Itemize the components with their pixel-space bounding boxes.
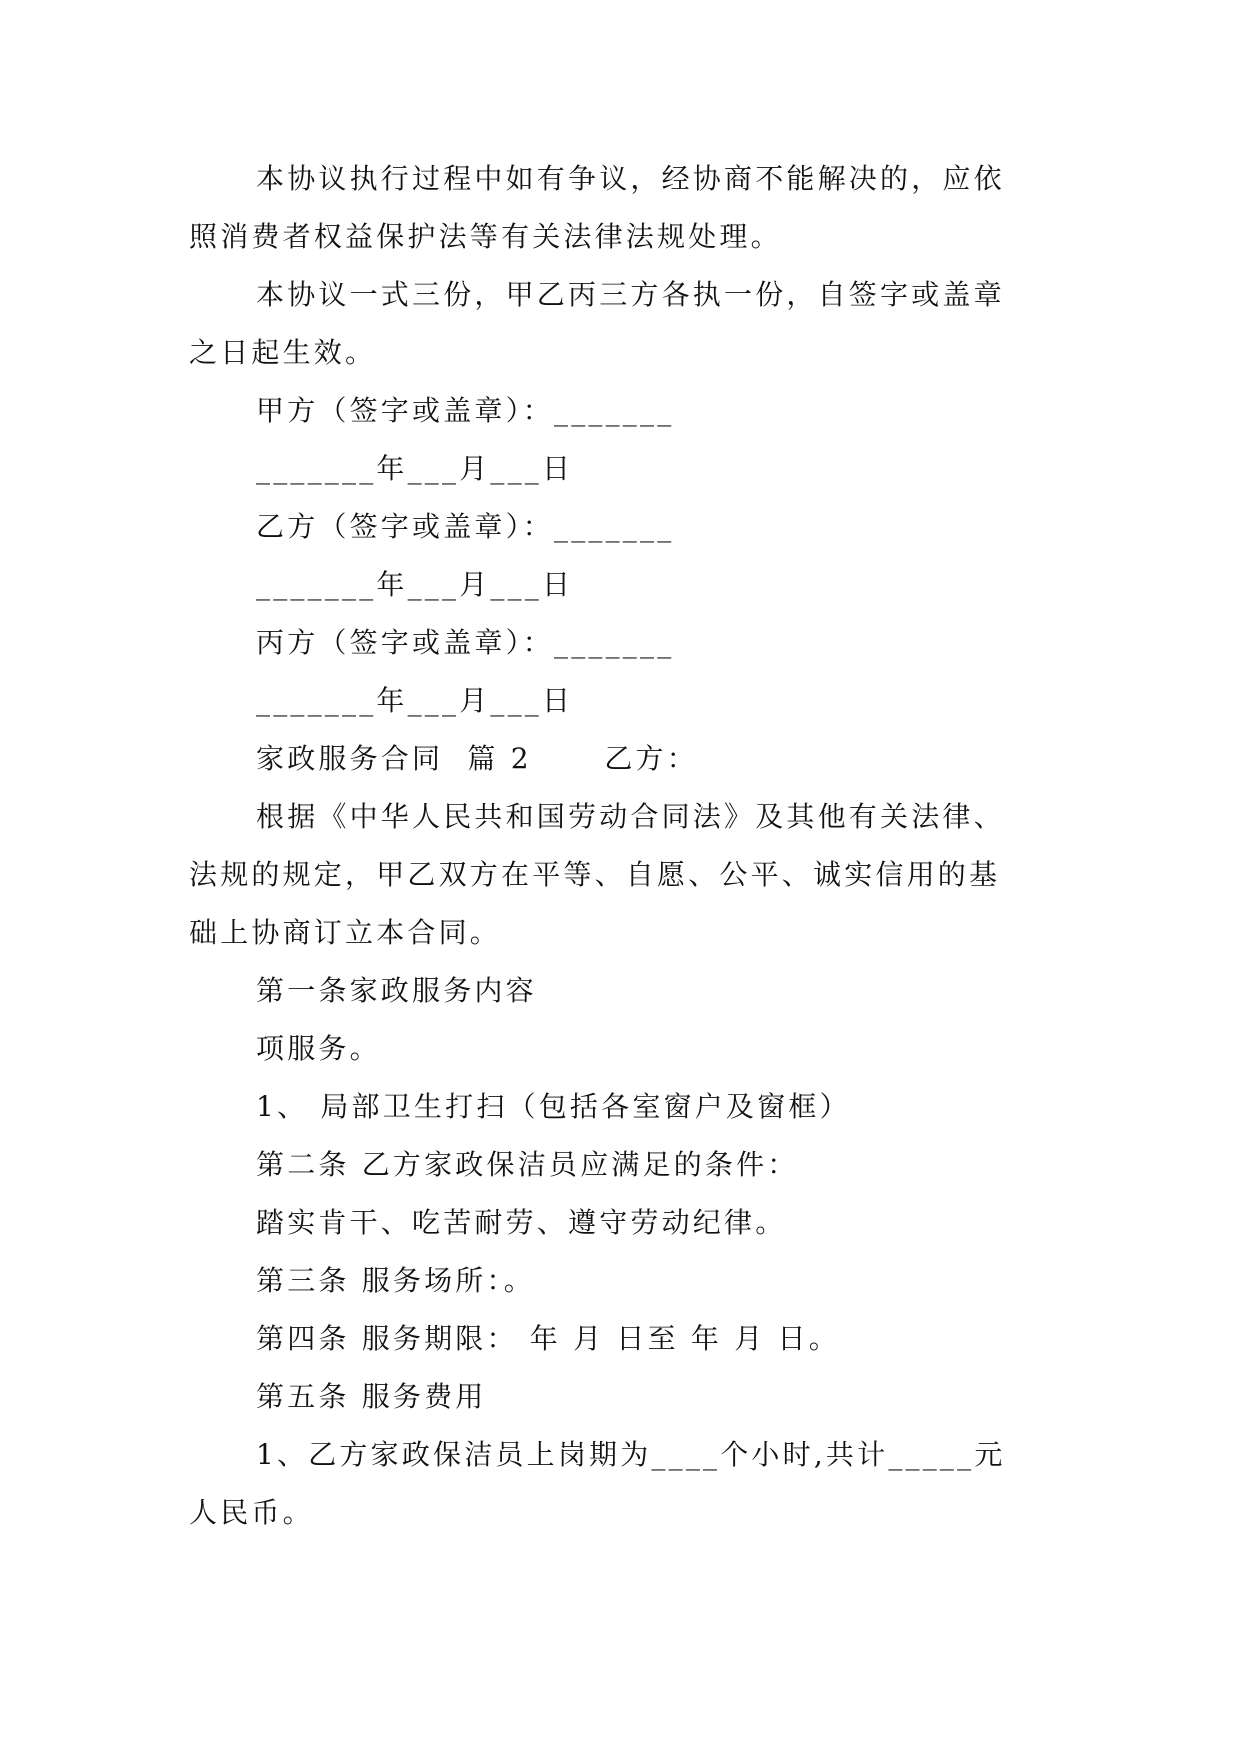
- paragraph-line: 之日起生效。: [189, 336, 377, 369]
- party-c-date-line: _______年___月___日: [256, 684, 574, 717]
- paragraph-line: 础上协商订立本合同。: [189, 916, 502, 949]
- article-list-item: 1、 局部卫生打扫（包括各室窗户及窗框）: [256, 1090, 851, 1123]
- party-c-signature-line: 丙方（签字或盖章）：_______: [256, 626, 675, 659]
- article-heading: 第一条家政服务内容: [256, 974, 537, 1007]
- party-a-date-line: _______年___月___日: [256, 452, 574, 485]
- document-body: [189, 150, 1053, 1542]
- party-b-date-line: _______年___月___日: [256, 568, 574, 601]
- article-heading: 第二条 乙方家政保洁员应满足的条件：: [256, 1148, 799, 1181]
- paragraph-line: 照消费者权益保护法等有关法律法规处理。: [189, 220, 782, 253]
- contract-title: 家政服务合同 篇 2 乙方：: [256, 742, 698, 775]
- article-list-item: 1、乙方家政保洁员上岗期为____个小时,共计_____元: [256, 1438, 1006, 1471]
- paragraph-line: 本协议执行过程中如有争议，经协商不能解决的，应依: [256, 162, 1005, 195]
- article-heading: 第三条 服务场所：。: [256, 1264, 535, 1297]
- paragraph-line: 根据《中华人民共和国劳动合同法》及其他有关法律、: [256, 800, 1005, 833]
- paragraph-line: 法规的规定，甲乙双方在平等、自愿、公平、诚实信用的基: [189, 858, 1001, 891]
- article-list-item-continuation: 人民币。: [189, 1496, 314, 1529]
- article-text: 踏实肯干、吃苦耐劳、遵守劳动纪律。: [256, 1206, 787, 1239]
- article-heading: 第五条 服务费用: [256, 1380, 487, 1413]
- party-a-signature-line: 甲方（签字或盖章）：_______: [256, 394, 675, 427]
- paragraph-line: 本协议一式三份，甲乙丙三方各执一份，自签字或盖章: [256, 278, 1005, 311]
- article-heading: 第四条 服务期限： 年 月 日至 年 月 日。: [256, 1322, 840, 1355]
- party-b-signature-line: 乙方（签字或盖章）：_______: [256, 510, 675, 543]
- article-text: 项服务。: [256, 1032, 381, 1065]
